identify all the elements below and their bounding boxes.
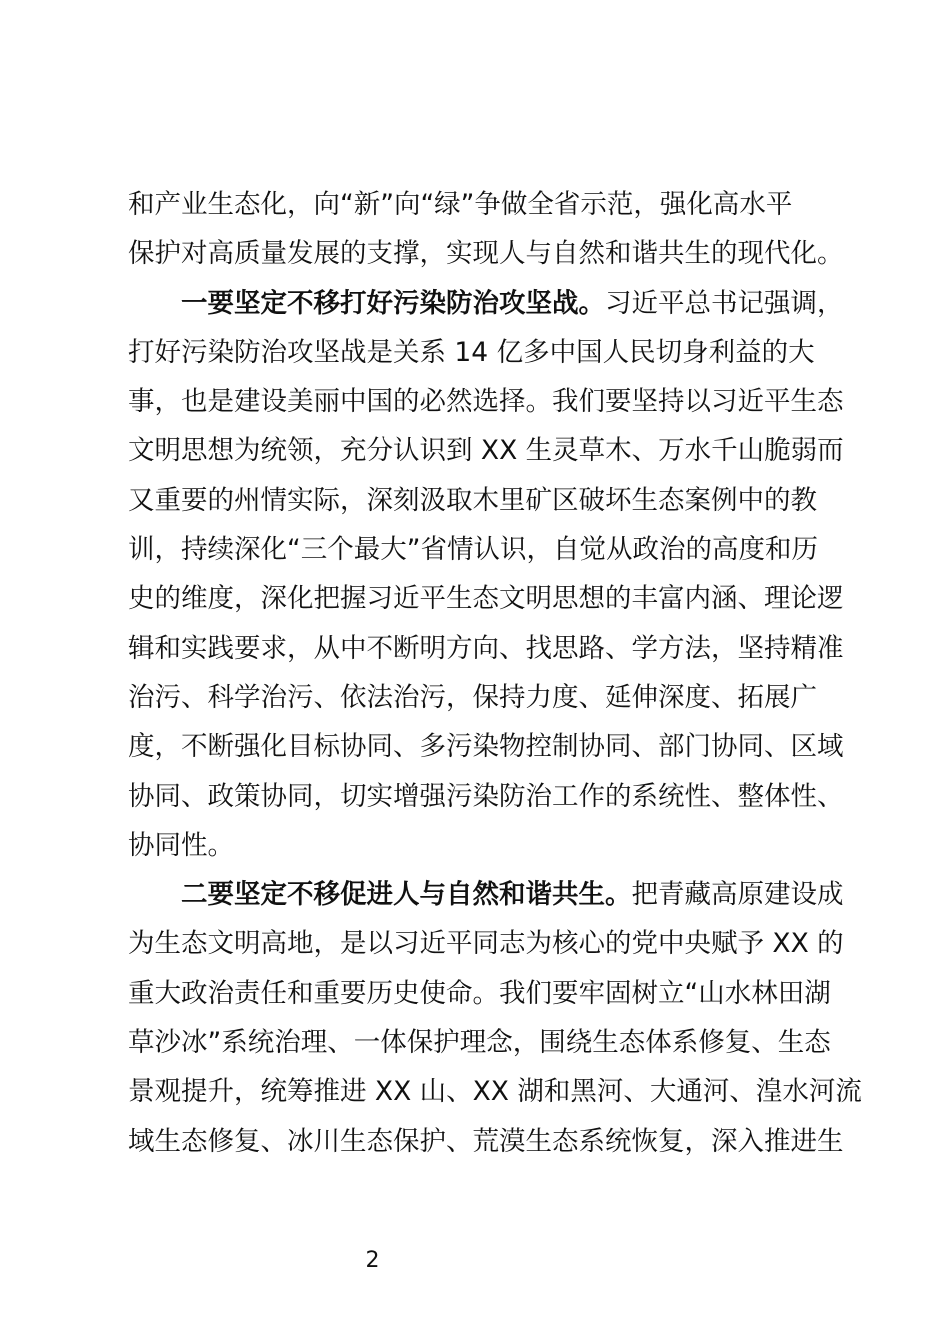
text-line: 史的维度，深化把握习近平生态文明思想的丰富内涵、理论逻 bbox=[128, 583, 844, 615]
text-line: 事，也是建设美丽中国的必然选择。我们要坚持以习近平生态 bbox=[128, 386, 844, 418]
document-body bbox=[128, 180, 862, 1166]
text-line: 训，持续深化“三个最大”省情认识，自觉从政治的高度和历 bbox=[128, 534, 818, 566]
text-line: 辑和实践要求，从中不断明方向、找思路、学方法，坚持精准 bbox=[128, 632, 844, 664]
text-run: 习近平总书记强调， bbox=[605, 287, 844, 319]
text-line: 打好污染防治攻坚战是关系 14 亿多中国人民切身利益的大 bbox=[128, 336, 815, 368]
text-line: 和产业生态化，向“新”向“绿”争做全省示范，强化高水平 bbox=[128, 189, 793, 220]
page-number: 2 bbox=[365, 1248, 380, 1273]
text-line: 重大政治责任和重要历史使命。我们要牢固树立“山水林田湖 bbox=[128, 977, 831, 1009]
text-line: 为生态文明高地，是以习近平同志为核心的党中央赋予 XX 的 bbox=[128, 928, 844, 960]
text-line: 域生态修复、冰川生态保护、荒漠生态系统恢复，深入推进生 bbox=[128, 1125, 844, 1157]
text-line: 治污、科学治污、依法治污，保持力度、延伸深度、拓展广 bbox=[128, 681, 817, 713]
text-line: 协同、政策协同，切实增强污染防治工作的系统性、整体性、 bbox=[128, 780, 844, 812]
paragraph-first-line bbox=[128, 870, 844, 919]
section-heading: 一要坚定不移打好污染防治攻坚战。 bbox=[181, 287, 605, 319]
text-line: 草沙冰”系统治理、一体保护理念，围绕生态体系修复、生态 bbox=[128, 1027, 831, 1059]
text-line: 度，不断强化目标协同、多污染物控制协同、部门协同、区域 bbox=[128, 731, 844, 763]
text-line: 景观提升，统筹推进 XX 山、XX 湖和黑河、大通河、湟水河流 bbox=[128, 1076, 862, 1108]
text-line: 保护对高质量发展的支撑，实现人与自然和谐共生的现代化。 bbox=[128, 238, 844, 270]
text-run: 把青藏高原建设成 bbox=[631, 879, 844, 911]
text-line: 协同性。 bbox=[128, 829, 234, 861]
text-line: 又重要的州情实际，深刻汲取木里矿区破坏生态案例中的教 bbox=[128, 484, 817, 516]
paragraph-first-line bbox=[128, 279, 844, 328]
text-line: 文明思想为统领，充分认识到 XX 生灵草木、万水千山脆弱而 bbox=[128, 435, 844, 467]
section-heading: 二要坚定不移促进人与自然和谐共生。 bbox=[181, 879, 632, 911]
